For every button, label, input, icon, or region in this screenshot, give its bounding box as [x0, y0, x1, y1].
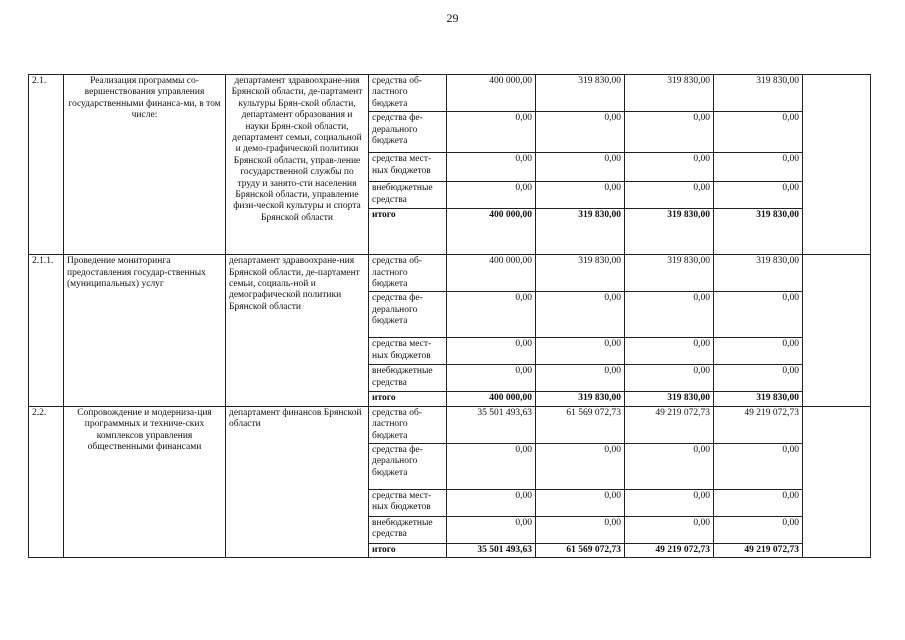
funding-value: 0,00 — [625, 444, 714, 490]
funding-value: 0,00 — [625, 153, 714, 182]
funding-value: 49 219 072,73 — [714, 406, 803, 443]
item-number: 2.1. — [29, 75, 64, 255]
funding-value: 319 830,00 — [536, 75, 625, 112]
funding-value: 0,00 — [536, 444, 625, 490]
funding-value: 0,00 — [714, 490, 803, 517]
funding-value: 0,00 — [447, 517, 536, 544]
funding-source: средства фе-дерального бюджета — [369, 292, 447, 338]
funding-value: 0,00 — [625, 365, 714, 392]
funding-value: 0,00 — [447, 490, 536, 517]
budget-table — [28, 74, 871, 558]
funding-value: 0,00 — [536, 490, 625, 517]
funding-value: 319 830,00 — [625, 392, 714, 406]
funding-value: 319 830,00 — [714, 209, 803, 255]
funding-value: 319 830,00 — [714, 392, 803, 406]
funding-value: 0,00 — [536, 112, 625, 153]
funding-value: 319 830,00 — [714, 75, 803, 112]
item-name: Проведение мониторинга предоставления государ-ственных (муниципальных) услуг — [64, 255, 226, 407]
funding-value: 319 830,00 — [536, 392, 625, 406]
funding-value: 0,00 — [447, 444, 536, 490]
funding-source: средства об-ластного бюджета — [369, 406, 447, 443]
empty-cell — [803, 406, 871, 558]
funding-value: 400 000,00 — [447, 75, 536, 112]
funding-source: средства фе-дерального бюджета — [369, 112, 447, 153]
funding-value: 0,00 — [536, 517, 625, 544]
funding-source: итого — [369, 544, 447, 558]
funding-value: 0,00 — [625, 112, 714, 153]
funding-value: 319 830,00 — [625, 209, 714, 255]
funding-source: внебюджетные средства — [369, 365, 447, 392]
funding-value: 0,00 — [447, 365, 536, 392]
funding-value: 0,00 — [625, 338, 714, 365]
funding-value: 35 501 493,63 — [447, 544, 536, 558]
funding-value: 0,00 — [625, 292, 714, 338]
funding-value: 0,00 — [536, 338, 625, 365]
item-name: Реализация программы со-вершенствования управления государственными финанса-ми, в том числе: — [64, 75, 226, 255]
funding-value: 49 219 072,73 — [625, 406, 714, 443]
funding-source: средства об-ластного бюджета — [369, 75, 447, 112]
item-number: 2.2. — [29, 406, 64, 558]
page-number: 29 — [446, 11, 459, 25]
item-number: 2.1.1. — [29, 255, 64, 407]
funding-value: 400 000,00 — [447, 392, 536, 406]
funding-value: 49 219 072,73 — [714, 544, 803, 558]
item-executor: департамент здравоохране-ния Брянской области, де-партамент культуры Брян-ской области, департамент образования и науки Брян-ской области, департамент семьи, социальной и демо-графической политики Брянской области, управ-ление государственной службы по труду и занято-сти населения Брянской области, управление физи-ческой культуры и спорта Брянской области — [226, 75, 369, 255]
funding-source: итого — [369, 392, 447, 406]
funding-source: средства мест-ных бюджетов — [369, 338, 447, 365]
funding-value: 0,00 — [447, 182, 536, 209]
funding-value: 0,00 — [447, 112, 536, 153]
item-name: Сопровождение и модерниза-ция программных и техниче-ских комплексов управления общественными финансами — [64, 406, 226, 558]
funding-value: 0,00 — [714, 444, 803, 490]
funding-value: 319 830,00 — [625, 75, 714, 112]
funding-value: 49 219 072,73 — [625, 544, 714, 558]
funding-value: 0,00 — [714, 182, 803, 209]
funding-value: 0,00 — [714, 112, 803, 153]
funding-source: средства фе-дерального бюджета — [369, 444, 447, 490]
funding-value: 0,00 — [536, 153, 625, 182]
funding-value: 0,00 — [447, 292, 536, 338]
item-executor: департамент финансов Брянской области — [226, 406, 369, 558]
funding-value: 319 830,00 — [714, 255, 803, 292]
funding-value: 319 830,00 — [625, 255, 714, 292]
funding-source: средства мест-ных бюджетов — [369, 490, 447, 517]
funding-value: 400 000,00 — [447, 255, 536, 292]
funding-source: итого — [369, 209, 447, 255]
funding-value: 0,00 — [625, 517, 714, 544]
funding-value: 61 569 072,73 — [536, 544, 625, 558]
funding-row — [29, 75, 871, 112]
funding-source: внебюджетные средства — [369, 182, 447, 209]
funding-value: 0,00 — [536, 182, 625, 209]
funding-value: 0,00 — [447, 338, 536, 365]
funding-value: 35 501 493,63 — [447, 406, 536, 443]
funding-value: 0,00 — [447, 153, 536, 182]
funding-value: 0,00 — [625, 182, 714, 209]
funding-row — [29, 255, 871, 292]
funding-value: 319 830,00 — [536, 255, 625, 292]
item-executor: департамент здравоохране-ния Брянской области, де-партамент семьи, социаль-ной и демографической политики Брянской области — [226, 255, 369, 407]
funding-value: 319 830,00 — [536, 209, 625, 255]
funding-value: 0,00 — [714, 517, 803, 544]
funding-value: 400 000,00 — [447, 209, 536, 255]
funding-value: 0,00 — [714, 365, 803, 392]
empty-cell — [803, 255, 871, 407]
funding-row — [29, 406, 871, 443]
empty-cell — [803, 75, 871, 255]
funding-value: 0,00 — [536, 292, 625, 338]
funding-value: 0,00 — [714, 153, 803, 182]
funding-source: средства об-ластного бюджета — [369, 255, 447, 292]
funding-value: 61 569 072,73 — [536, 406, 625, 443]
funding-value: 0,00 — [536, 365, 625, 392]
funding-value: 0,00 — [625, 490, 714, 517]
funding-source: средства мест-ных бюджетов — [369, 153, 447, 182]
funding-source: внебюджетные средства — [369, 517, 447, 544]
funding-value: 0,00 — [714, 292, 803, 338]
funding-value: 0,00 — [714, 338, 803, 365]
